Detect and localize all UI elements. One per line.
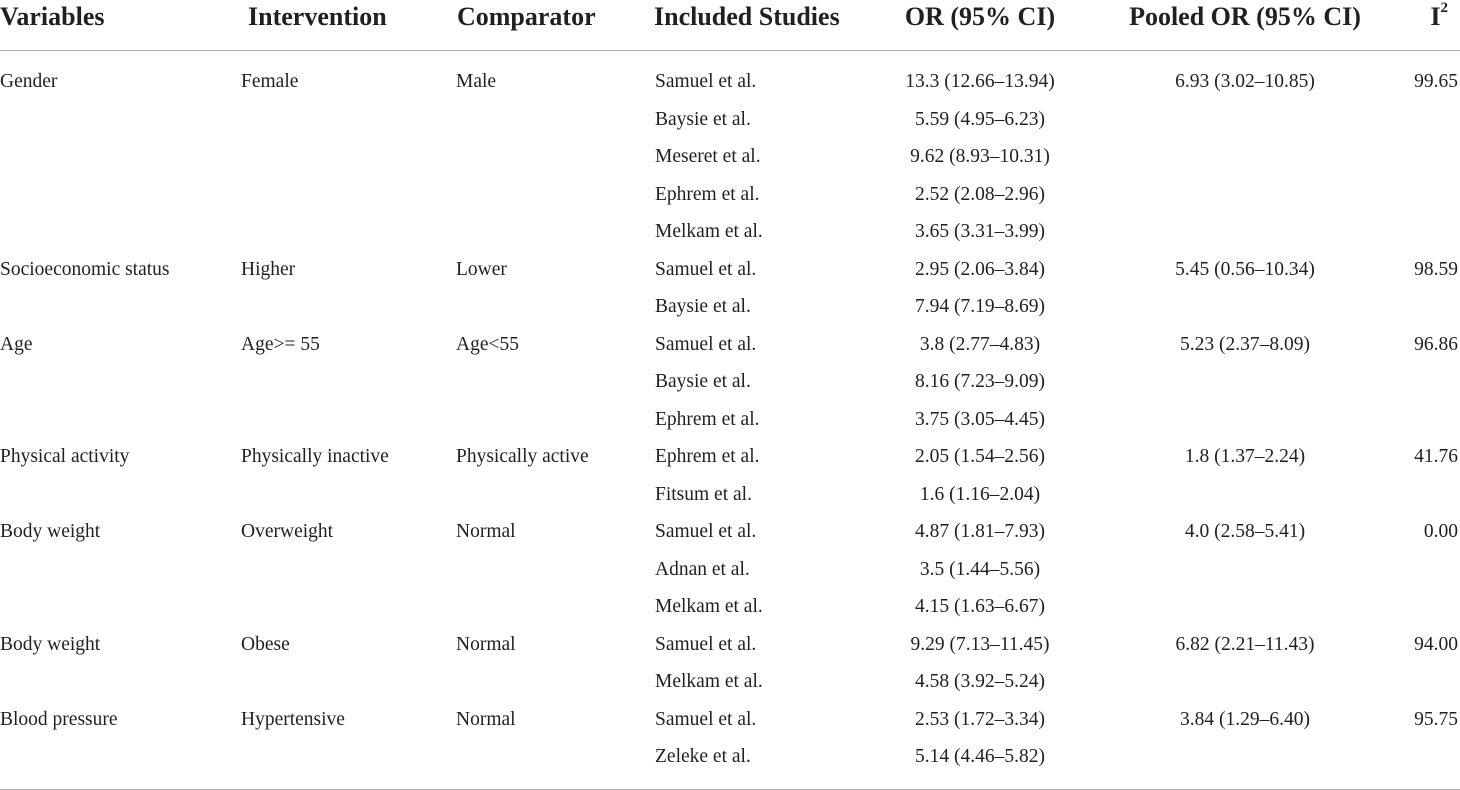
study-name-cell: Samuel et al. bbox=[655, 633, 757, 655]
study-name-cell: Ephrem et al. bbox=[655, 183, 760, 205]
i2-cell: 99.65 bbox=[1414, 71, 1458, 92]
study-or-cell: 5.59 (4.95–6.23) bbox=[915, 108, 1045, 130]
header-comparator: Comparator bbox=[457, 2, 596, 31]
variable-cell: Gender bbox=[0, 71, 58, 92]
study-or-cell: 3.5 (1.44–5.56) bbox=[919, 558, 1041, 580]
study-name-cell: Baysie et al. bbox=[655, 371, 751, 392]
pooled-or-cell: 6.93 (3.02–10.85) bbox=[1175, 71, 1315, 92]
i2-cell: 94.00 bbox=[1414, 633, 1458, 655]
i2-cell: 98.59 bbox=[1414, 258, 1458, 280]
study-or-cell: 2.53 (1.72–3.34) bbox=[915, 708, 1045, 730]
intervention-cell: Age>= 55 bbox=[241, 333, 320, 355]
study-name-cell: Samuel et al. bbox=[655, 521, 757, 542]
study-name-cell: Samuel et al. bbox=[655, 333, 757, 355]
study-or-cell: 9.29 (7.13–11.45) bbox=[910, 633, 1050, 655]
i2-cell: 96.86 bbox=[1414, 333, 1458, 355]
study-name-cell: Baysie et al. bbox=[655, 108, 751, 130]
study-name-cell: Melkam et al. bbox=[655, 221, 763, 242]
study-name-cell: Fitsum et al. bbox=[655, 483, 752, 505]
study-name-cell: Samuel et al. bbox=[655, 258, 757, 280]
top-rule bbox=[0, 50, 1460, 51]
study-name-cell: Melkam et al. bbox=[655, 596, 763, 617]
intervention-cell: Overweight bbox=[241, 521, 334, 542]
pooled-or-cell: 5.23 (2.37–8.09) bbox=[1180, 333, 1310, 355]
i2-cell: 95.75 bbox=[1414, 708, 1458, 730]
study-or-cell: 13.3 (12.66–13.94) bbox=[905, 71, 1055, 92]
variable-cell: Body weight bbox=[0, 633, 101, 655]
header-i2-base: I bbox=[1430, 2, 1441, 31]
study-or-cell: 3.8 (2.77–4.83) bbox=[919, 333, 1041, 355]
intervention-cell: Physically inactive bbox=[241, 446, 389, 467]
header-i2-superscript: 2 bbox=[1440, 0, 1448, 17]
study-or-cell: 7.94 (7.19–8.69) bbox=[915, 296, 1045, 317]
pooled-or-cell: 4.0 (2.58–5.41) bbox=[1184, 521, 1306, 542]
i2-cell: 0.00 bbox=[1423, 521, 1458, 542]
comparator-cell: Age<55 bbox=[456, 333, 519, 355]
study-name-cell: Baysie et al. bbox=[655, 296, 751, 317]
header-variables: Variables bbox=[0, 2, 105, 31]
study-or-cell: 2.52 (2.08–2.96) bbox=[915, 183, 1045, 205]
study-or-cell: 1.6 (1.16–2.04) bbox=[919, 483, 1041, 505]
pooled-or-cell: 1.8 (1.37–2.24) bbox=[1184, 446, 1306, 467]
comparator-cell: Male bbox=[456, 71, 497, 92]
study-name-cell: Ephrem et al. bbox=[655, 446, 760, 467]
study-name-cell: Samuel et al. bbox=[655, 708, 757, 730]
pooled-or-cell: 6.82 (2.21–11.43) bbox=[1175, 633, 1315, 655]
study-or-cell: 4.87 (1.81–7.93) bbox=[915, 521, 1045, 542]
study-or-cell: 5.14 (4.46–5.82) bbox=[915, 746, 1045, 767]
study-name-cell: Samuel et al. bbox=[655, 71, 757, 92]
comparator-cell: Physically active bbox=[456, 446, 589, 467]
comparator-cell: Normal bbox=[456, 633, 516, 655]
study-or-cell: 9.62 (8.93–10.31) bbox=[910, 146, 1050, 167]
study-name-cell: Melkam et al. bbox=[655, 671, 763, 692]
study-name-cell: Adnan et al. bbox=[655, 558, 750, 580]
header-i2 bbox=[1400, 0, 1448, 34]
study-or-cell: 3.65 (3.31–3.99) bbox=[915, 221, 1045, 242]
variable-cell: Physical activity bbox=[0, 446, 130, 467]
header-included-studies: Included Studies bbox=[654, 2, 840, 31]
intervention-cell: Higher bbox=[241, 258, 296, 280]
study-name-cell: Zeleke et al. bbox=[655, 746, 751, 767]
study-or-cell: 3.75 (3.05–4.45) bbox=[915, 408, 1045, 430]
pooled-or-cell: 5.45 (0.56–10.34) bbox=[1175, 258, 1315, 280]
pooled-or-cell: 3.84 (1.29–6.40) bbox=[1180, 708, 1310, 730]
variable-cell: Blood pressure bbox=[0, 708, 118, 730]
header-intervention: Intervention bbox=[248, 2, 387, 31]
comparator-cell: Normal bbox=[456, 521, 516, 542]
study-or-cell: 2.05 (1.54–2.56) bbox=[915, 446, 1045, 467]
study-name-cell: Ephrem et al. bbox=[655, 408, 760, 430]
header-or: OR (95% CI) bbox=[904, 2, 1056, 31]
study-name-cell: Meseret et al. bbox=[655, 146, 761, 167]
variable-cell: Age bbox=[0, 333, 33, 355]
intervention-cell: Obese bbox=[241, 633, 290, 655]
study-or-cell: 2.95 (2.06–3.84) bbox=[915, 258, 1045, 280]
variable-cell: Socioeconomic status bbox=[0, 258, 170, 280]
header-pooled-or: Pooled OR (95% CI) bbox=[1129, 2, 1361, 31]
study-or-cell: 8.16 (7.23–9.09) bbox=[915, 371, 1045, 392]
i2-cell: 41.76 bbox=[1414, 446, 1458, 467]
study-or-cell: 4.58 (3.92–5.24) bbox=[915, 671, 1045, 692]
comparator-cell: Normal bbox=[456, 708, 516, 730]
intervention-cell: Hypertensive bbox=[241, 708, 345, 730]
comparator-cell: Lower bbox=[456, 258, 507, 280]
intervention-cell: Female bbox=[241, 71, 299, 92]
variable-cell: Body weight bbox=[0, 521, 101, 542]
study-or-cell: 4.15 (1.63–6.67) bbox=[915, 596, 1045, 617]
